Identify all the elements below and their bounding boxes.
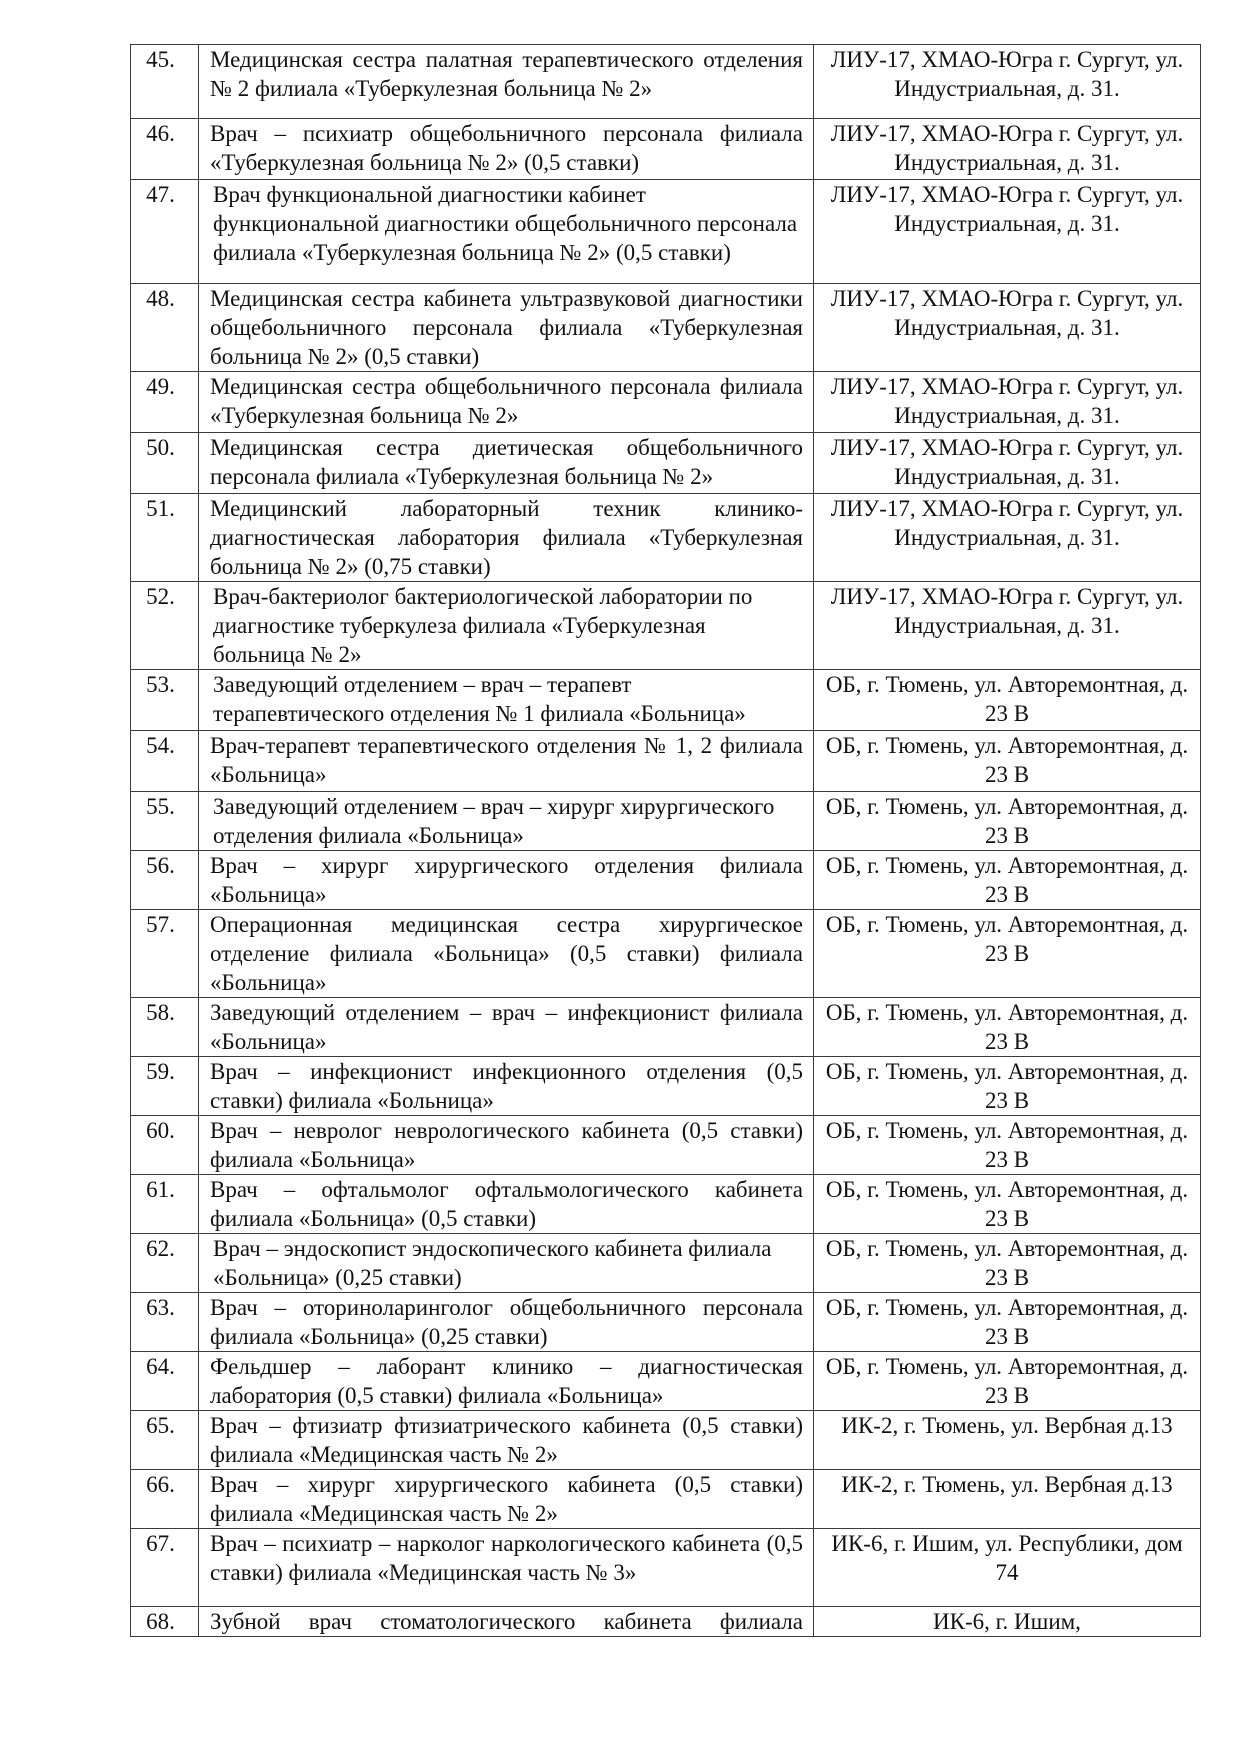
row-number: 51. xyxy=(131,494,199,582)
position-title: Врач функциональной диагностики кабинет функциональной диагностики общебольничного персонала филиала «Туберкулезная больница № 2» (0,5 ставки) xyxy=(199,180,814,284)
position-title: Медицинская сестра диетическая общебольничного персонала филиала «Туберкулезная больница № 2» xyxy=(199,433,814,494)
table-row xyxy=(131,998,1201,1057)
table-row xyxy=(131,1234,1201,1293)
position-title: Операционная медицинская сестра хирургическое отделение филиала «Больница» (0,5 ставки) филиала «Больница» xyxy=(199,910,814,998)
table-row xyxy=(131,731,1201,792)
position-title: Врач-терапевт терапевтического отделения № 1, 2 филиала «Больница» xyxy=(199,731,814,792)
location-address: ОБ, г. Тюмень, ул. Авторемонтная, д. 23 В xyxy=(814,731,1201,792)
location-address: ЛИУ-17, ХМАО-Югра г. Сургут, ул. Индустриальная, д. 31. xyxy=(814,433,1201,494)
row-number: 56. xyxy=(131,851,199,910)
location-address: ЛИУ-17, ХМАО-Югра г. Сургут, ул. Индустриальная, д. 31. xyxy=(814,582,1201,670)
position-title: Врач – психиатр – нарколог наркологического кабинета (0,5 ставки) филиала «Медицинская часть № 3» xyxy=(199,1529,814,1607)
row-number: 57. xyxy=(131,910,199,998)
location-address: ЛИУ-17, ХМАО-Югра г. Сургут, ул. Индустриальная, д. 31. xyxy=(814,494,1201,582)
positions-table xyxy=(130,44,1201,1637)
position-title: Врач – хирург хирургического кабинета (0,5 ставки) филиала «Медицинская часть № 2» xyxy=(199,1470,814,1529)
table-row xyxy=(131,1293,1201,1352)
position-title: Врач – оториноларинголог общебольничного персонала филиала «Больница» (0,25 ставки) xyxy=(199,1293,814,1352)
location-address: ОБ, г. Тюмень, ул. Авторемонтная, д. 23 В xyxy=(814,1116,1201,1175)
row-number: 50. xyxy=(131,433,199,494)
location-address: ЛИУ-17, ХМАО-Югра г. Сургут, ул. Индустриальная, д. 31. xyxy=(814,119,1201,180)
position-title: Фельдшер – лаборант клинико – диагностическая лаборатория (0,5 ставки) филиала «Больница» xyxy=(199,1352,814,1411)
row-number: 54. xyxy=(131,731,199,792)
location-address: ОБ, г. Тюмень, ул. Авторемонтная, д. 23 В xyxy=(814,670,1201,731)
location-address: ЛИУ-17, ХМАО-Югра г. Сургут, ул. Индустриальная, д. 31. xyxy=(814,372,1201,433)
position-title: Врач – хирург хирургического отделения филиала «Больница» xyxy=(199,851,814,910)
table-row xyxy=(131,670,1201,731)
row-number: 45. xyxy=(131,45,199,119)
row-number: 58. xyxy=(131,998,199,1057)
table-row xyxy=(131,851,1201,910)
position-title: Врач – офтальмолог офтальмологического кабинета филиала «Больница» (0,5 ставки) xyxy=(199,1175,814,1234)
table-row xyxy=(131,433,1201,494)
position-title: Медицинская сестра общебольничного персонала филиала «Туберкулезная больница № 2» xyxy=(199,372,814,433)
table-row xyxy=(131,1175,1201,1234)
row-number: 55. xyxy=(131,792,199,851)
row-number: 63. xyxy=(131,1293,199,1352)
table-row xyxy=(131,1529,1201,1607)
position-title: Врач – инфекционист инфекционного отделения (0,5 ставки) филиала «Больница» xyxy=(199,1057,814,1116)
row-number: 49. xyxy=(131,372,199,433)
position-title: Врач – фтизиатр фтизиатрического кабинета (0,5 ставки) филиала «Медицинская часть № 2» xyxy=(199,1411,814,1470)
location-address: ИК-6, г. Ишим, ул. Республики, дом 74 xyxy=(814,1529,1201,1607)
position-title: Врач – невролог неврологического кабинета (0,5 ставки) филиала «Больница» xyxy=(199,1116,814,1175)
table-row xyxy=(131,1057,1201,1116)
position-title: Медицинская сестра палатная терапевтического отделения № 2 филиала «Туберкулезная больница № 2» xyxy=(199,45,814,119)
position-title: Медицинская сестра кабинета ультразвуковой диагностики общебольничного персонала филиала «Туберкулезная больница № 2» (0,5 ставки) xyxy=(199,284,814,372)
location-address: ЛИУ-17, ХМАО-Югра г. Сургут, ул. Индустриальная, д. 31. xyxy=(814,284,1201,372)
row-number: 66. xyxy=(131,1470,199,1529)
location-address: ЛИУ-17, ХМАО-Югра г. Сургут, ул. Индустриальная, д. 31. xyxy=(814,180,1201,284)
row-number: 48. xyxy=(131,284,199,372)
location-address: ИК-6, г. Ишим, xyxy=(814,1607,1201,1637)
position-title: Врач – эндоскопист эндоскопического кабинета филиала «Больница» (0,25 ставки) xyxy=(199,1234,814,1293)
row-number: 46. xyxy=(131,119,199,180)
location-address: ИК-2, г. Тюмень, ул. Вербная д.13 xyxy=(814,1470,1201,1529)
row-number: 53. xyxy=(131,670,199,731)
table-row xyxy=(131,1352,1201,1411)
location-address: ОБ, г. Тюмень, ул. Авторемонтная, д. 23 В xyxy=(814,1293,1201,1352)
table-row xyxy=(131,1607,1201,1637)
table-row xyxy=(131,1411,1201,1470)
position-title: Врач-бактериолог бактериологической лаборатории по диагностике туберкулеза филиала «Туберкулезная больница № 2» xyxy=(199,582,814,670)
table-row xyxy=(131,372,1201,433)
location-address: ОБ, г. Тюмень, ул. Авторемонтная, д. 23 В xyxy=(814,851,1201,910)
location-address: ОБ, г. Тюмень, ул. Авторемонтная, д. 23 В xyxy=(814,1175,1201,1234)
row-number: 59. xyxy=(131,1057,199,1116)
row-number: 61. xyxy=(131,1175,199,1234)
position-title: Заведующий отделением – врач – инфекционист филиала «Больница» xyxy=(199,998,814,1057)
table-row xyxy=(131,1470,1201,1529)
position-title: Врач – психиатр общебольничного персонала филиала «Туберкулезная больница № 2» (0,5 ставки) xyxy=(199,119,814,180)
table-row xyxy=(131,180,1201,284)
position-title: Зубной врач стоматологического кабинета филиала xyxy=(199,1607,814,1637)
row-number: 52. xyxy=(131,582,199,670)
location-address: ОБ, г. Тюмень, ул. Авторемонтная, д. 23 В xyxy=(814,792,1201,851)
table-row xyxy=(131,119,1201,180)
location-address: ОБ, г. Тюмень, ул. Авторемонтная, д. 23 В xyxy=(814,1352,1201,1411)
row-number: 47. xyxy=(131,180,199,284)
location-address: ОБ, г. Тюмень, ул. Авторемонтная, д. 23 В xyxy=(814,1234,1201,1293)
location-address: ОБ, г. Тюмень, ул. Авторемонтная, д. 23 В xyxy=(814,1057,1201,1116)
table-row xyxy=(131,284,1201,372)
table-row xyxy=(131,1116,1201,1175)
location-address: ОБ, г. Тюмень, ул. Авторемонтная, д. 23 В xyxy=(814,998,1201,1057)
row-number: 67. xyxy=(131,1529,199,1607)
table-row xyxy=(131,582,1201,670)
location-address: ОБ, г. Тюмень, ул. Авторемонтная, д. 23 В xyxy=(814,910,1201,998)
table-row xyxy=(131,792,1201,851)
row-number: 62. xyxy=(131,1234,199,1293)
table-row xyxy=(131,494,1201,582)
row-number: 64. xyxy=(131,1352,199,1411)
table-row xyxy=(131,910,1201,998)
location-address: ЛИУ-17, ХМАО-Югра г. Сургут, ул. Индустриальная, д. 31. xyxy=(814,45,1201,119)
row-number: 65. xyxy=(131,1411,199,1470)
position-title: Заведующий отделением – врач – терапевт терапевтического отделения № 1 филиала «Больница» xyxy=(199,670,814,731)
position-title: Заведующий отделением – врач – хирург хирургического отделения филиала «Больница» xyxy=(199,792,814,851)
row-number: 68. xyxy=(131,1607,199,1637)
row-number: 60. xyxy=(131,1116,199,1175)
position-title: Медицинский лабораторный техник клинико-диагностическая лаборатория филиала «Туберкулезная больница № 2» (0,75 ставки) xyxy=(199,494,814,582)
table-row xyxy=(131,45,1201,119)
location-address: ИК-2, г. Тюмень, ул. Вербная д.13 xyxy=(814,1411,1201,1470)
